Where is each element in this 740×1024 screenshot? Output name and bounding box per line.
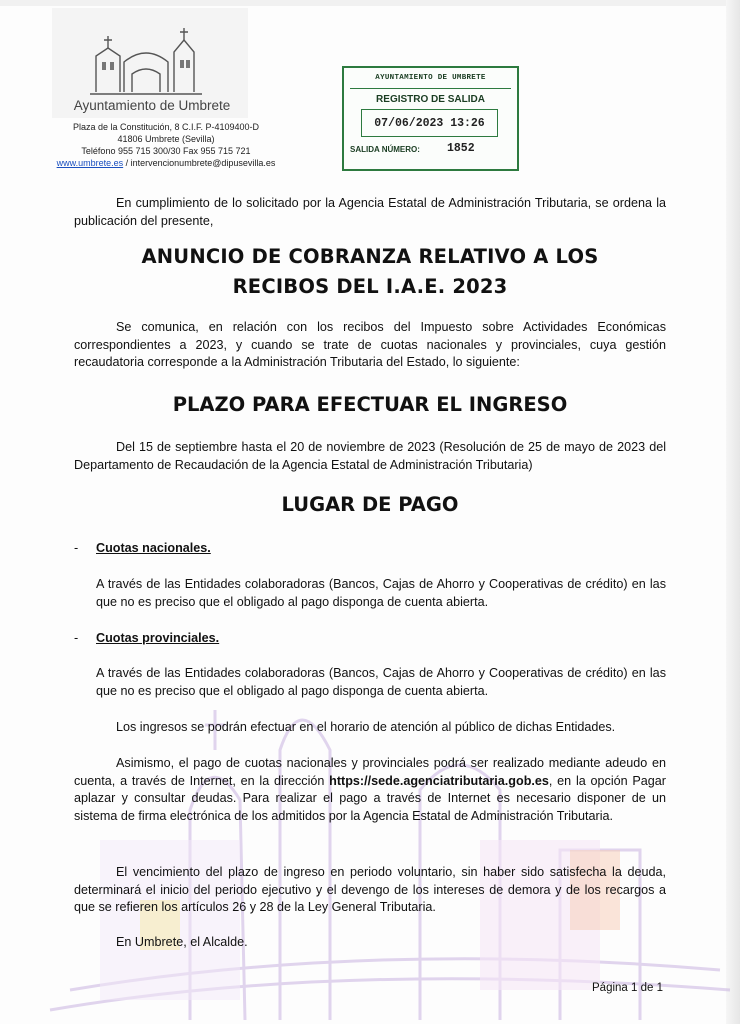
bullet-marker: - <box>74 541 79 555</box>
page-number: Página 1 de 1 <box>592 982 663 994</box>
title-line-2: RECIBOS DEL I.A.E. 2023 <box>232 275 508 298</box>
signature-line: En Umbrete, el Alcalde. <box>116 935 248 949</box>
internet-paragraph <box>74 755 666 825</box>
stamp-org: AYUNTAMIENTO DE UMBRETE <box>375 74 486 82</box>
intro-paragraph: En cumplimiento de lo solicitado por la Agencia Estatal de Administración Tributaria, se ordena la publicación del presente, <box>74 196 666 228</box>
title-line-1: ANUNCIO DE COBRANZA RELATIVO A LOS <box>141 245 599 268</box>
agency-url[interactable]: https://sede.agenciatributaria.gob.es <box>329 773 549 788</box>
cuotas-nacionales-text: A través de las Entidades colaboradoras (Bancos, Cajas de Ahorro y Cooperativas de crédito) en las que no es preciso que el obligado al pago disponga de cuenta abierta. <box>96 577 666 609</box>
plazo-paragraph: Del 15 de septiembre hasta el 20 de noviembre de 2023 (Resolución de 25 de mayo de 2023 del Departamento de Recaudación de la Agencia Estatal de Administración Tributaria) <box>74 440 666 472</box>
phone-line: Teléfono 955 715 300/30 Fax 955 715 721 <box>81 146 251 156</box>
vencimiento-paragraph: El vencimiento del plazo de ingreso en periodo voluntario, sin haber sido satisfecha la deuda, determinará el inicio del periodo ejecutivo y el devengo de los intereses de demora y de los recargos a que se refieren los artículos 26 y 28 de la Ley General Tributaria. <box>74 865 666 914</box>
stamp-date-box <box>361 109 498 137</box>
internet-text-b: , en la opción Pagar aplazar y consultar deudas. Para realizar el pago a través de Internet es necesario disponer de un sistema de firma electrónica de los admitidos por la Agencia Estatal de Administración Tributaria. <box>74 773 666 823</box>
church-watermark-image <box>40 690 740 1024</box>
stamp-registry-label: REGISTRO DE SALIDA <box>376 94 485 105</box>
stamp-number-label: SALIDA NÚMERO: <box>350 145 420 154</box>
email-text: intervencionumbrete@dipusevilla.es <box>130 158 276 168</box>
stamp-divider <box>350 88 511 89</box>
communication-paragraph: Se comunica, en relación con los recibos del Impuesto sobre Actividades Económicas correspondientes a 2023, y cuando se trate de cuotas nacionales y provinciales, cuya gestión recaudatoria corresponde a la Administración Tributaria del Estado, lo siguiente: <box>74 320 666 369</box>
cuotas-provinciales-heading: Cuotas provinciales. <box>96 631 220 645</box>
town-hall-logo-icon <box>88 22 204 102</box>
stamp-datetime: 07/06/2023 13:26 <box>374 117 485 130</box>
address-line-2: 41806 Umbrete (Sevilla) <box>117 134 215 144</box>
address-line-1: Plaza de la Constitución, 8 C.I.F. P-4109400-D <box>72 122 260 132</box>
heading-lugar: LUGAR DE PAGO <box>281 493 459 516</box>
page-top-shadow <box>0 0 740 6</box>
bullet-marker: - <box>74 631 79 645</box>
entity-name: Ayuntamiento de Umbrete <box>73 98 231 113</box>
internet-text-a: Asimismo, el pago de cuotas nacionales y provinciales podrá ser realizado mediante adeudo en cuenta, a través de Internet, en la dirección <box>74 756 666 788</box>
heading-plazo: PLAZO PARA EFECTUAR EL INGRESO <box>172 393 568 416</box>
cuotas-provinciales-text: A través de las Entidades colaboradoras (Bancos, Cajas de Ahorro y Cooperativas de crédito) en las que no es preciso que el obligado al pago disponga de cuenta abierta. <box>96 666 666 698</box>
contact-separator: / <box>123 158 131 168</box>
website-link[interactable]: www.umbrete.es <box>56 158 124 168</box>
cuotas-nacionales-heading: Cuotas nacionales. <box>96 541 211 555</box>
horario-paragraph: Los ingresos se podrán efectuar en el horario de atención al público de dichas Entidades. <box>116 720 616 734</box>
stamp-number: 1852 <box>447 142 475 155</box>
registry-stamp <box>342 66 519 171</box>
contact-line <box>30 158 302 169</box>
